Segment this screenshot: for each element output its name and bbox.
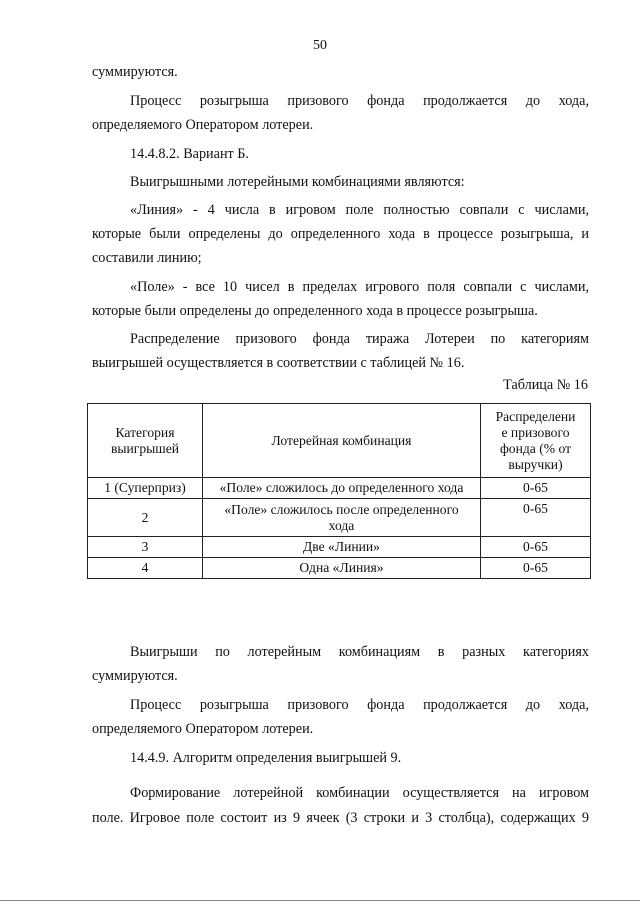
cell-category: 1 (Суперприз)	[88, 478, 203, 499]
scan-edge-line	[0, 900, 640, 901]
cell-distribution: 0-65	[481, 499, 591, 537]
cell-distribution: 0-65	[481, 478, 591, 499]
paragraph-line: «Линия» - 4 числа в игровом поле полностью совпали с числами,	[130, 202, 589, 218]
table-caption: Таблица № 16	[503, 377, 588, 393]
paragraph-line: определяемого Оператором лотереи.	[92, 117, 314, 133]
cell-distribution: 0-65	[481, 558, 591, 579]
cell-combination: «Поле» сложилось до определенного хода	[203, 478, 481, 499]
cell-category: 3	[88, 537, 203, 558]
paragraph-line: составили линию;	[92, 250, 202, 266]
paragraph-line: суммируются.	[92, 64, 178, 80]
section-heading: 14.4.9. Алгоритм определения выигрышей 9.	[130, 750, 402, 766]
paragraph-line: выигрышей осуществляется в соответствии с таблицей № 16.	[92, 355, 465, 371]
cell-combination: «Поле» сложилось после определенного хода	[203, 499, 481, 537]
prize-distribution-table	[87, 403, 591, 579]
paragraph-line: Процесс розыгрыша призового фонда продолжается до хода,	[130, 697, 589, 713]
header-category: Категория выигрышей	[88, 404, 203, 478]
page-number: 50	[313, 38, 327, 53]
cell-category: 2	[88, 499, 203, 537]
section-heading: 14.4.8.2. Вариант Б.	[130, 146, 249, 162]
paragraph-line: которые были определены до определенного хода в процессе розыгрыша.	[92, 303, 538, 319]
paragraph-line: Выигрышными лотерейными комбинациями являются:	[130, 174, 465, 190]
table-row	[88, 499, 591, 537]
table-row	[88, 537, 591, 558]
cell-combination: Одна «Линия»	[203, 558, 481, 579]
cell-category: 4	[88, 558, 203, 579]
header-distribution: Распределени е призового фонда (% от выручки)	[481, 404, 591, 478]
cell-combination: Две «Линии»	[203, 537, 481, 558]
paragraph-line: определяемого Оператором лотереи.	[92, 721, 314, 737]
paragraph-line: поле. Игровое поле состоит из 9 ячеек (3 строки и 3 столбца), содержащих 9	[92, 810, 589, 826]
table-row	[88, 558, 591, 579]
paragraph-line: Выигрыши по лотерейным комбинациям в разных категориях	[130, 644, 589, 660]
table-header-row	[88, 404, 591, 478]
paragraph-line: Процесс розыгрыша призового фонда продолжается до хода,	[130, 93, 589, 109]
paragraph-line: «Поле» - все 10 чисел в пределах игрового поля совпали с числами,	[130, 279, 589, 295]
table-row	[88, 478, 591, 499]
paragraph-line: суммируются.	[92, 668, 178, 684]
paragraph-line: Распределение призового фонда тиража Лотереи по категориям	[130, 331, 589, 347]
cell-distribution: 0-65	[481, 537, 591, 558]
paragraph-line: Формирование лотерейной комбинации осуществляется на игровом	[130, 785, 589, 801]
header-combination: Лотерейная комбинация	[203, 404, 481, 478]
paragraph-line: которые были определены до определенного хода в процессе розыгрыша, и	[92, 226, 589, 242]
